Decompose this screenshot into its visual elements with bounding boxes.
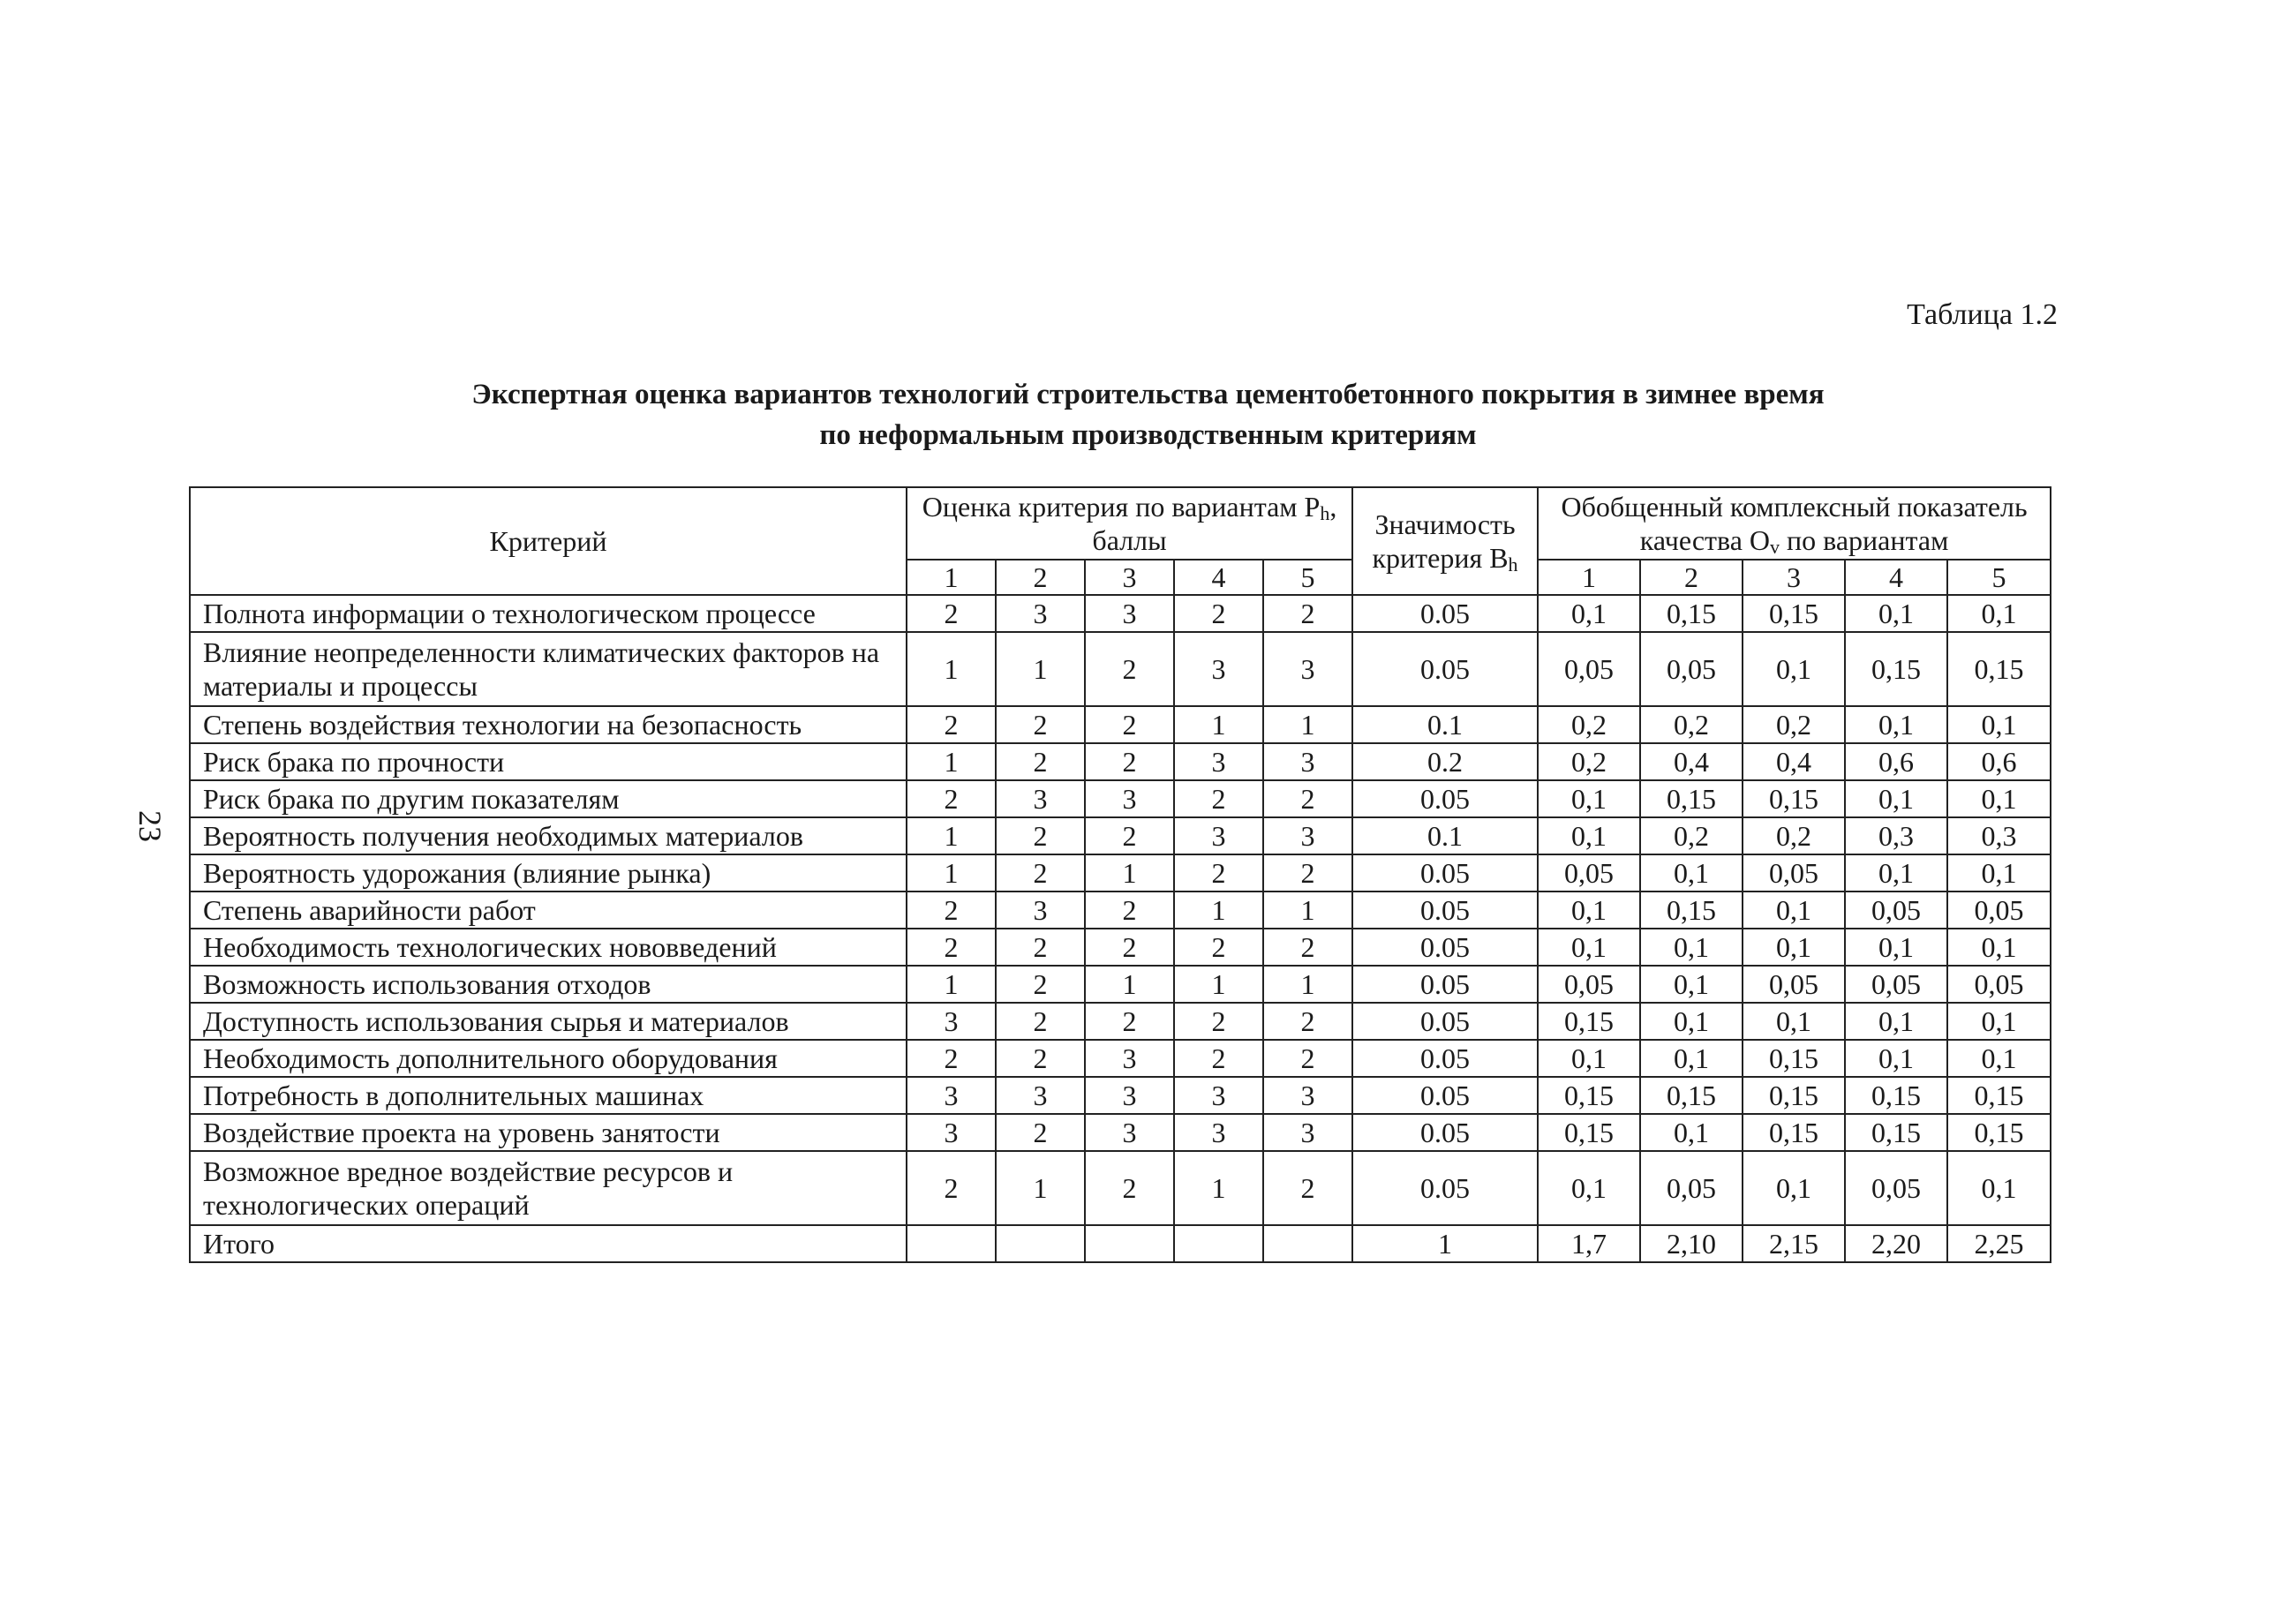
title-line-1: Экспертная оценка вариантов технологий строительства цементобетонного покрытия в зимнее время [471, 379, 1825, 410]
score-cell: 2 [1174, 780, 1263, 817]
quality-cell: 0,15 [1743, 1077, 1845, 1114]
score-cell: 3 [907, 1077, 996, 1114]
quality-cell: 0,2 [1538, 706, 1640, 743]
quality-cell: 0,15 [1538, 1114, 1640, 1151]
quality-cell: 0,1 [1947, 706, 2051, 743]
quality-cell: 0,1 [1640, 966, 1743, 1003]
quality-cell: 0,1 [1845, 854, 1947, 892]
score-cell: 2 [1263, 595, 1352, 632]
quality-cell: 0,2 [1743, 706, 1845, 743]
score-cell: 1 [1174, 892, 1263, 929]
quality-cell: 0,05 [1538, 966, 1640, 1003]
table-title [0, 374, 2296, 455]
score-cell: 1 [907, 854, 996, 892]
header-quality-post: по вариантам [1780, 524, 1949, 556]
score-cell: 1 [1085, 854, 1174, 892]
header-variant-score: 3 [1085, 560, 1174, 595]
quality-cell: 0,05 [1845, 966, 1947, 1003]
score-cell: 1 [1174, 706, 1263, 743]
table-row [190, 780, 2051, 817]
quality-cell: 0,1 [1538, 817, 1640, 854]
score-cell: 3 [1263, 817, 1352, 854]
quality-cell: 0,15 [1947, 632, 2051, 706]
score-cell: 2 [1263, 854, 1352, 892]
quality-cell: 0,2 [1743, 817, 1845, 854]
criterion-cell: Степень аварийности работ [190, 892, 907, 929]
score-cell: 2 [1174, 595, 1263, 632]
score-cell: 3 [907, 1114, 996, 1151]
header-scores-post: , баллы [1092, 491, 1337, 556]
criterion-cell: Вероятность удорожания (влияние рынка) [190, 854, 907, 892]
score-cell: 2 [1263, 1151, 1352, 1225]
quality-cell: 0,1 [1845, 706, 1947, 743]
quality-cell: 0,2 [1640, 817, 1743, 854]
score-cell: 2 [1263, 929, 1352, 966]
score-cell: 2 [907, 892, 996, 929]
quality-cell: 2,25 [1947, 1225, 2051, 1262]
header-variant-quality: 1 [1538, 560, 1640, 595]
header-quality-text: Обобщенный комплексный показатель качества O [1561, 491, 2028, 556]
header-scores-text: Оценка критерия по вариантам P [922, 491, 1321, 523]
table-row [190, 854, 2051, 892]
quality-cell: 2,10 [1640, 1225, 1743, 1262]
score-cell [907, 1225, 996, 1262]
score-cell: 2 [1174, 929, 1263, 966]
score-cell: 1 [907, 743, 996, 780]
weight-cell: 0.1 [1352, 706, 1538, 743]
quality-cell: 0,05 [1538, 854, 1640, 892]
score-cell: 3 [996, 892, 1085, 929]
weight-cell: 0.05 [1352, 854, 1538, 892]
quality-cell: 0,1 [1640, 1040, 1743, 1077]
score-cell: 3 [1263, 743, 1352, 780]
score-cell: 3 [1263, 1114, 1352, 1151]
score-cell: 1 [996, 1151, 1085, 1225]
score-cell: 2 [996, 743, 1085, 780]
score-cell: 3 [996, 1077, 1085, 1114]
header-variant-quality: 5 [1947, 560, 2051, 595]
quality-cell: 0,05 [1845, 892, 1947, 929]
score-cell: 1 [1263, 966, 1352, 1003]
quality-cell: 2,15 [1743, 1225, 1845, 1262]
quality-cell: 0,1 [1743, 892, 1845, 929]
quality-cell: 0,05 [1743, 854, 1845, 892]
weight-cell: 0.05 [1352, 1114, 1538, 1151]
header-variant-score: 2 [996, 560, 1085, 595]
quality-cell: 0,3 [1845, 817, 1947, 854]
quality-cell: 0,05 [1640, 1151, 1743, 1225]
quality-cell: 0,1 [1845, 1040, 1947, 1077]
quality-cell: 0,15 [1640, 595, 1743, 632]
weight-cell: 0.05 [1352, 1077, 1538, 1114]
quality-cell: 0,1 [1640, 929, 1743, 966]
score-cell: 1 [1263, 706, 1352, 743]
score-cell: 2 [996, 854, 1085, 892]
score-cell: 2 [1263, 1003, 1352, 1040]
criterion-cell: Потребность в дополнительных машинах [190, 1077, 907, 1114]
weight-cell: 0.05 [1352, 1151, 1538, 1225]
quality-cell: 0,1 [1538, 595, 1640, 632]
quality-cell: 0,05 [1947, 966, 2051, 1003]
score-cell: 2 [1085, 632, 1174, 706]
header-scores [907, 487, 1352, 560]
quality-cell: 0,15 [1947, 1114, 2051, 1151]
table-row [190, 892, 2051, 929]
table-row [190, 632, 2051, 706]
header-criterion: Критерий [190, 487, 907, 595]
page-number: 23 [132, 810, 168, 842]
header-variant-score: 5 [1263, 560, 1352, 595]
quality-cell: 0,1 [1947, 854, 2051, 892]
header-weight [1352, 487, 1538, 595]
criterion-cell: Необходимость технологических нововведений [190, 929, 907, 966]
score-cell: 3 [996, 780, 1085, 817]
score-cell: 1 [907, 817, 996, 854]
score-cell: 3 [1085, 780, 1174, 817]
quality-cell: 0,1 [1640, 1003, 1743, 1040]
score-cell: 1 [1085, 966, 1174, 1003]
quality-cell: 0,15 [1845, 1114, 1947, 1151]
quality-cell: 0,1 [1538, 780, 1640, 817]
table-label: Таблица 1.2 [1907, 298, 2058, 331]
weight-cell: 0.05 [1352, 1003, 1538, 1040]
quality-cell: 0,1 [1538, 929, 1640, 966]
score-cell: 2 [996, 706, 1085, 743]
weight-cell: 0.05 [1352, 966, 1538, 1003]
quality-cell: 0,15 [1845, 1077, 1947, 1114]
weight-cell: 0.05 [1352, 595, 1538, 632]
quality-cell: 0,15 [1743, 1114, 1845, 1151]
score-cell [1085, 1225, 1174, 1262]
criterion-cell: Риск брака по другим показателям [190, 780, 907, 817]
score-cell: 1 [907, 966, 996, 1003]
score-cell: 1 [907, 632, 996, 706]
score-cell: 1 [1263, 892, 1352, 929]
quality-cell: 0,15 [1947, 1077, 2051, 1114]
table-row [190, 1114, 2051, 1151]
score-cell: 3 [1263, 1077, 1352, 1114]
score-cell: 2 [996, 1003, 1085, 1040]
table-row [190, 1040, 2051, 1077]
criterion-cell: Необходимость дополнительного оборудования [190, 1040, 907, 1077]
score-cell: 3 [1085, 1040, 1174, 1077]
quality-cell: 0,6 [1947, 743, 2051, 780]
score-cell: 3 [1263, 632, 1352, 706]
score-cell: 3 [1085, 1114, 1174, 1151]
quality-cell: 0,2 [1640, 706, 1743, 743]
quality-cell: 0,05 [1947, 892, 2051, 929]
quality-cell: 0,05 [1743, 966, 1845, 1003]
score-cell: 1 [1174, 966, 1263, 1003]
quality-cell: 0,1 [1743, 1003, 1845, 1040]
table-row [190, 966, 2051, 1003]
weight-cell: 1 [1352, 1225, 1538, 1262]
weight-cell: 0.05 [1352, 1040, 1538, 1077]
quality-cell: 0,1 [1947, 780, 2051, 817]
table-row [190, 1077, 2051, 1114]
quality-cell: 0,15 [1743, 1040, 1845, 1077]
table-row [190, 595, 2051, 632]
criterion-cell: Влияние неопределенности климатических факторов на материалы и процессы [190, 632, 907, 706]
score-cell: 2 [907, 595, 996, 632]
score-cell: 1 [1174, 1151, 1263, 1225]
quality-cell: 0,1 [1947, 929, 2051, 966]
quality-cell: 0,1 [1538, 1040, 1640, 1077]
weight-cell: 0.1 [1352, 817, 1538, 854]
score-cell: 2 [996, 1040, 1085, 1077]
score-cell: 3 [1174, 632, 1263, 706]
table-row [190, 1151, 2051, 1225]
table-row [190, 929, 2051, 966]
table-row [190, 743, 2051, 780]
score-cell: 2 [1085, 817, 1174, 854]
criterion-cell: Возможность использования отходов [190, 966, 907, 1003]
weight-cell: 0.05 [1352, 892, 1538, 929]
table-row [190, 817, 2051, 854]
score-cell: 2 [1085, 706, 1174, 743]
score-cell: 2 [1174, 1003, 1263, 1040]
quality-cell: 0,4 [1640, 743, 1743, 780]
header-variant-score: 4 [1174, 560, 1263, 595]
quality-cell: 0,1 [1845, 595, 1947, 632]
score-cell: 2 [996, 966, 1085, 1003]
weight-cell: 0.05 [1352, 780, 1538, 817]
quality-cell: 0,1 [1743, 632, 1845, 706]
evaluation-table [189, 486, 2051, 1263]
score-cell: 2 [907, 1151, 996, 1225]
title-line-2: по неформальным производственным критериям [819, 419, 1477, 451]
header-weight-sub: h [1508, 553, 1518, 576]
score-cell: 3 [1174, 1114, 1263, 1151]
quality-cell: 0,05 [1640, 632, 1743, 706]
header-variant-quality: 3 [1743, 560, 1845, 595]
criterion-cell: Вероятность получения необходимых материалов [190, 817, 907, 854]
header-quality-sub: v [1770, 536, 1780, 558]
criterion-cell: Возможное вредное воздействие ресурсов и технологических операций [190, 1151, 907, 1225]
quality-cell: 0,1 [1640, 1114, 1743, 1151]
quality-cell: 0,05 [1538, 632, 1640, 706]
criterion-cell: Воздействие проекта на уровень занятости [190, 1114, 907, 1151]
criterion-cell: Доступность использования сырья и материалов [190, 1003, 907, 1040]
score-cell [1174, 1225, 1263, 1262]
quality-cell: 0,3 [1947, 817, 2051, 854]
score-cell: 3 [1174, 743, 1263, 780]
quality-cell: 0,1 [1845, 1003, 1947, 1040]
quality-cell: 0,1 [1743, 1151, 1845, 1225]
criterion-cell: Риск брака по прочности [190, 743, 907, 780]
quality-cell: 0,1 [1947, 595, 2051, 632]
quality-cell: 0,6 [1845, 743, 1947, 780]
score-cell: 2 [907, 780, 996, 817]
score-cell: 2 [1085, 1151, 1174, 1225]
quality-cell: 0,1 [1947, 1003, 2051, 1040]
score-cell: 2 [1263, 1040, 1352, 1077]
quality-cell: 0,15 [1640, 1077, 1743, 1114]
quality-cell: 0,15 [1743, 595, 1845, 632]
quality-cell: 1,7 [1538, 1225, 1640, 1262]
score-cell: 2 [1085, 929, 1174, 966]
score-cell: 3 [1174, 1077, 1263, 1114]
criterion-cell: Полнота информации о технологическом процессе [190, 595, 907, 632]
score-cell: 2 [1263, 780, 1352, 817]
weight-cell: 0.05 [1352, 929, 1538, 966]
score-cell: 2 [907, 1040, 996, 1077]
header-variant-quality: 4 [1845, 560, 1947, 595]
score-cell [1263, 1225, 1352, 1262]
quality-cell: 0,1 [1947, 1040, 2051, 1077]
quality-cell: 0,05 [1845, 1151, 1947, 1225]
quality-cell: 2,20 [1845, 1225, 1947, 1262]
quality-cell: 0,15 [1743, 780, 1845, 817]
quality-cell: 0,1 [1947, 1151, 2051, 1225]
score-cell: 1 [996, 632, 1085, 706]
quality-cell: 0,15 [1845, 632, 1947, 706]
weight-cell: 0.05 [1352, 632, 1538, 706]
header-variant-quality: 2 [1640, 560, 1743, 595]
score-cell: 2 [1174, 1040, 1263, 1077]
score-cell: 2 [907, 706, 996, 743]
quality-cell: 0,15 [1538, 1077, 1640, 1114]
quality-cell: 0,1 [1743, 929, 1845, 966]
quality-cell: 0,1 [1845, 929, 1947, 966]
quality-cell: 0,1 [1538, 892, 1640, 929]
score-cell: 2 [996, 1114, 1085, 1151]
score-cell: 3 [996, 595, 1085, 632]
score-cell [996, 1225, 1085, 1262]
score-cell: 3 [1085, 1077, 1174, 1114]
score-cell: 2 [1085, 1003, 1174, 1040]
quality-cell: 0,1 [1538, 1151, 1640, 1225]
score-cell: 2 [1085, 743, 1174, 780]
score-cell: 2 [1085, 892, 1174, 929]
header-weight-text: Значимость критерия B [1372, 508, 1516, 574]
quality-cell: 0,15 [1538, 1003, 1640, 1040]
weight-cell: 0.2 [1352, 743, 1538, 780]
table-row [190, 1225, 2051, 1262]
header-quality [1538, 487, 2051, 560]
table-row [190, 706, 2051, 743]
header-variant-score: 1 [907, 560, 996, 595]
criterion-cell: Степень воздействия технологии на безопасность [190, 706, 907, 743]
quality-cell: 0,15 [1640, 780, 1743, 817]
score-cell: 3 [907, 1003, 996, 1040]
quality-cell: 0,15 [1640, 892, 1743, 929]
quality-cell: 0,1 [1845, 780, 1947, 817]
header-scores-sub: h [1320, 502, 1330, 524]
quality-cell: 0,2 [1538, 743, 1640, 780]
quality-cell: 0,1 [1640, 854, 1743, 892]
score-cell: 2 [907, 929, 996, 966]
quality-cell: 0,4 [1743, 743, 1845, 780]
score-cell: 3 [1085, 595, 1174, 632]
criterion-cell: Итого [190, 1225, 907, 1262]
score-cell: 2 [996, 929, 1085, 966]
table-row [190, 1003, 2051, 1040]
score-cell: 2 [996, 817, 1085, 854]
score-cell: 3 [1174, 817, 1263, 854]
score-cell: 2 [1174, 854, 1263, 892]
